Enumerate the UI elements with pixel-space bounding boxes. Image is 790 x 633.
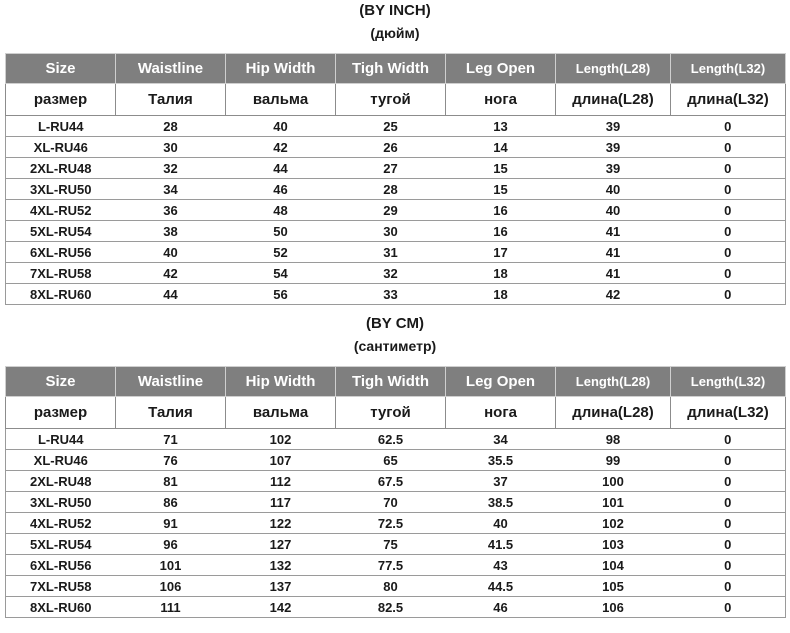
cell-size: 5XL-RU54 bbox=[6, 221, 116, 242]
cm-header-length-l32: Length(L32) bbox=[671, 367, 786, 397]
cell-length-l32: 0 bbox=[671, 221, 786, 242]
cell-size: 6XL-RU56 bbox=[6, 555, 116, 576]
cell-tigh-width: 29 bbox=[336, 200, 446, 221]
cm-header-waistline: Waistline bbox=[116, 367, 226, 397]
inch-ru-header-length-l32: длина(L32) bbox=[671, 84, 786, 116]
cell-length-l28: 39 bbox=[556, 158, 671, 179]
cm-section-title: (BY CM) bbox=[365, 315, 425, 332]
cell-length-l32: 0 bbox=[671, 284, 786, 305]
cell-size: 2XL-RU48 bbox=[6, 158, 116, 179]
cell-leg-open: 37 bbox=[446, 471, 556, 492]
inch-table-body bbox=[6, 84, 786, 305]
cell-tigh-width: 70 bbox=[336, 492, 446, 513]
table-row bbox=[6, 242, 786, 263]
cell-leg-open: 15 bbox=[446, 179, 556, 200]
cell-leg-open: 41.5 bbox=[446, 534, 556, 555]
cell-waistline: 76 bbox=[116, 450, 226, 471]
cell-hip-width: 117 bbox=[226, 492, 336, 513]
cell-size: L-RU44 bbox=[6, 429, 116, 450]
cell-length-l28: 103 bbox=[556, 534, 671, 555]
cell-hip-width: 56 bbox=[226, 284, 336, 305]
cell-size: 4XL-RU52 bbox=[6, 513, 116, 534]
table-row bbox=[6, 450, 786, 471]
cm-header-leg-open: Leg Open bbox=[446, 367, 556, 397]
cm-ru-header-size: размер bbox=[6, 397, 116, 429]
cell-leg-open: 34 bbox=[446, 429, 556, 450]
cell-hip-width: 40 bbox=[226, 116, 336, 137]
cm-section-subtitle: (сантиметр) bbox=[353, 338, 437, 354]
cell-leg-open: 16 bbox=[446, 200, 556, 221]
cell-hip-width: 127 bbox=[226, 534, 336, 555]
cell-size: 6XL-RU56 bbox=[6, 242, 116, 263]
inch-ru-header-size: размер bbox=[6, 84, 116, 116]
inch-section-title: (BY INCH) bbox=[359, 2, 431, 19]
inch-size-table bbox=[5, 53, 786, 305]
cell-tigh-width: 27 bbox=[336, 158, 446, 179]
cell-hip-width: 52 bbox=[226, 242, 336, 263]
cell-leg-open: 38.5 bbox=[446, 492, 556, 513]
cell-leg-open: 46 bbox=[446, 597, 556, 618]
inch-header-tigh-width: Tigh Width bbox=[336, 54, 446, 84]
cell-size: 5XL-RU54 bbox=[6, 534, 116, 555]
cell-size: 3XL-RU50 bbox=[6, 492, 116, 513]
inch-size-chart-section bbox=[5, 0, 785, 305]
inch-header-hip-width: Hip Width bbox=[226, 54, 336, 84]
cell-length-l28: 101 bbox=[556, 492, 671, 513]
cell-tigh-width: 30 bbox=[336, 221, 446, 242]
table-row bbox=[6, 429, 786, 450]
cell-tigh-width: 25 bbox=[336, 116, 446, 137]
cell-leg-open: 44.5 bbox=[446, 576, 556, 597]
cell-tigh-width: 72.5 bbox=[336, 513, 446, 534]
cell-length-l32: 0 bbox=[671, 137, 786, 158]
table-row bbox=[6, 200, 786, 221]
cell-waistline: 44 bbox=[116, 284, 226, 305]
cell-hip-width: 112 bbox=[226, 471, 336, 492]
cell-leg-open: 18 bbox=[446, 263, 556, 284]
cell-waistline: 96 bbox=[116, 534, 226, 555]
cell-tigh-width: 28 bbox=[336, 179, 446, 200]
cell-waistline: 36 bbox=[116, 200, 226, 221]
cell-waistline: 42 bbox=[116, 263, 226, 284]
inch-ru-header-leg-open: нога bbox=[446, 84, 556, 116]
cm-ru-header-leg-open: нога bbox=[446, 397, 556, 429]
cell-length-l32: 0 bbox=[671, 242, 786, 263]
cell-leg-open: 35.5 bbox=[446, 450, 556, 471]
cell-hip-width: 42 bbox=[226, 137, 336, 158]
cell-length-l32: 0 bbox=[671, 597, 786, 618]
cell-size: XL-RU46 bbox=[6, 450, 116, 471]
cell-hip-width: 50 bbox=[226, 221, 336, 242]
cell-hip-width: 48 bbox=[226, 200, 336, 221]
cell-waistline: 86 bbox=[116, 492, 226, 513]
cell-length-l28: 100 bbox=[556, 471, 671, 492]
inch-header-length-l32: Length(L32) bbox=[671, 54, 786, 84]
cell-tigh-width: 26 bbox=[336, 137, 446, 158]
table-row bbox=[6, 513, 786, 534]
inch-ru-header-length-l28: длина(L28) bbox=[556, 84, 671, 116]
cell-hip-width: 142 bbox=[226, 597, 336, 618]
table-row bbox=[6, 116, 786, 137]
cell-waistline: 28 bbox=[116, 116, 226, 137]
table-row bbox=[6, 137, 786, 158]
cell-length-l28: 39 bbox=[556, 137, 671, 158]
cell-length-l28: 41 bbox=[556, 263, 671, 284]
cm-header-tigh-width: Tigh Width bbox=[336, 367, 446, 397]
cell-leg-open: 15 bbox=[446, 158, 556, 179]
cm-header-size: Size bbox=[6, 367, 116, 397]
cell-length-l32: 0 bbox=[671, 200, 786, 221]
cell-size: 7XL-RU58 bbox=[6, 576, 116, 597]
cell-length-l32: 0 bbox=[671, 576, 786, 597]
table-row bbox=[6, 597, 786, 618]
cm-ru-header-tigh-width: тугой bbox=[336, 397, 446, 429]
cm-header-length-l28: Length(L28) bbox=[556, 367, 671, 397]
cell-length-l28: 42 bbox=[556, 284, 671, 305]
table-row bbox=[6, 534, 786, 555]
cell-length-l28: 102 bbox=[556, 513, 671, 534]
cell-length-l32: 0 bbox=[671, 263, 786, 284]
cell-leg-open: 17 bbox=[446, 242, 556, 263]
table-row bbox=[6, 158, 786, 179]
cell-length-l32: 0 bbox=[671, 471, 786, 492]
cell-waistline: 71 bbox=[116, 429, 226, 450]
cm-size-table bbox=[5, 366, 786, 618]
cell-waistline: 91 bbox=[116, 513, 226, 534]
cell-waistline: 34 bbox=[116, 179, 226, 200]
cell-tigh-width: 62.5 bbox=[336, 429, 446, 450]
cell-hip-width: 46 bbox=[226, 179, 336, 200]
cell-waistline: 106 bbox=[116, 576, 226, 597]
inch-russian-header-row bbox=[6, 84, 786, 116]
table-row bbox=[6, 576, 786, 597]
cell-waistline: 30 bbox=[116, 137, 226, 158]
inch-header-size: Size bbox=[6, 54, 116, 84]
cell-length-l32: 0 bbox=[671, 492, 786, 513]
cell-length-l32: 0 bbox=[671, 429, 786, 450]
inch-header-length-l28: Length(L28) bbox=[556, 54, 671, 84]
cm-ru-header-length-l28: длина(L28) bbox=[556, 397, 671, 429]
cell-size: XL-RU46 bbox=[6, 137, 116, 158]
cell-waistline: 32 bbox=[116, 158, 226, 179]
cm-header-hip-width: Hip Width bbox=[226, 367, 336, 397]
cell-leg-open: 43 bbox=[446, 555, 556, 576]
cm-russian-header-row bbox=[6, 397, 786, 429]
cell-length-l28: 104 bbox=[556, 555, 671, 576]
cell-tigh-width: 75 bbox=[336, 534, 446, 555]
cell-waistline: 101 bbox=[116, 555, 226, 576]
cell-hip-width: 107 bbox=[226, 450, 336, 471]
cell-leg-open: 40 bbox=[446, 513, 556, 534]
cell-tigh-width: 32 bbox=[336, 263, 446, 284]
cell-tigh-width: 67.5 bbox=[336, 471, 446, 492]
cell-size: 8XL-RU60 bbox=[6, 597, 116, 618]
cell-length-l28: 98 bbox=[556, 429, 671, 450]
cell-hip-width: 54 bbox=[226, 263, 336, 284]
cm-table-body bbox=[6, 397, 786, 618]
cell-waistline: 111 bbox=[116, 597, 226, 618]
cm-ru-header-waistline: Талия bbox=[116, 397, 226, 429]
cell-length-l28: 106 bbox=[556, 597, 671, 618]
cell-leg-open: 16 bbox=[446, 221, 556, 242]
table-row bbox=[6, 221, 786, 242]
cell-waistline: 81 bbox=[116, 471, 226, 492]
cell-hip-width: 132 bbox=[226, 555, 336, 576]
table-row bbox=[6, 179, 786, 200]
cell-length-l32: 0 bbox=[671, 513, 786, 534]
cell-tigh-width: 77.5 bbox=[336, 555, 446, 576]
cm-ru-header-hip-width: вальма bbox=[226, 397, 336, 429]
cell-length-l32: 0 bbox=[671, 116, 786, 137]
table-row bbox=[6, 471, 786, 492]
cell-size: 8XL-RU60 bbox=[6, 284, 116, 305]
inch-header-leg-open: Leg Open bbox=[446, 54, 556, 84]
inch-section-subtitle: (дюйм) bbox=[370, 25, 420, 41]
cell-length-l32: 0 bbox=[671, 179, 786, 200]
cell-length-l28: 99 bbox=[556, 450, 671, 471]
table-row bbox=[6, 555, 786, 576]
cell-length-l32: 0 bbox=[671, 158, 786, 179]
cell-tigh-width: 65 bbox=[336, 450, 446, 471]
cell-tigh-width: 80 bbox=[336, 576, 446, 597]
cell-leg-open: 18 bbox=[446, 284, 556, 305]
cell-length-l32: 0 bbox=[671, 534, 786, 555]
cell-hip-width: 122 bbox=[226, 513, 336, 534]
cm-size-chart-section bbox=[5, 313, 785, 618]
cell-length-l28: 40 bbox=[556, 179, 671, 200]
cell-waistline: 40 bbox=[116, 242, 226, 263]
inch-ru-header-waistline: Талия bbox=[116, 84, 226, 116]
cell-tigh-width: 33 bbox=[336, 284, 446, 305]
cell-tigh-width: 31 bbox=[336, 242, 446, 263]
inch-ru-header-tigh-width: тугой bbox=[336, 84, 446, 116]
cell-length-l28: 40 bbox=[556, 200, 671, 221]
table-row bbox=[6, 284, 786, 305]
cm-ru-header-length-l32: длина(L32) bbox=[671, 397, 786, 429]
cm-header-row bbox=[6, 367, 786, 397]
cell-length-l28: 41 bbox=[556, 242, 671, 263]
cell-length-l28: 105 bbox=[556, 576, 671, 597]
cell-leg-open: 14 bbox=[446, 137, 556, 158]
cell-size: 2XL-RU48 bbox=[6, 471, 116, 492]
cell-hip-width: 137 bbox=[226, 576, 336, 597]
inch-header-waistline: Waistline bbox=[116, 54, 226, 84]
cell-tigh-width: 82.5 bbox=[336, 597, 446, 618]
cell-length-l32: 0 bbox=[671, 450, 786, 471]
table-row bbox=[6, 492, 786, 513]
inch-ru-header-hip-width: вальма bbox=[226, 84, 336, 116]
table-row bbox=[6, 263, 786, 284]
cell-size: 7XL-RU58 bbox=[6, 263, 116, 284]
cell-length-l28: 39 bbox=[556, 116, 671, 137]
cell-size: 4XL-RU52 bbox=[6, 200, 116, 221]
cell-waistline: 38 bbox=[116, 221, 226, 242]
cell-length-l28: 41 bbox=[556, 221, 671, 242]
cell-size: 3XL-RU50 bbox=[6, 179, 116, 200]
cell-hip-width: 44 bbox=[226, 158, 336, 179]
cell-hip-width: 102 bbox=[226, 429, 336, 450]
cell-length-l32: 0 bbox=[671, 555, 786, 576]
cell-leg-open: 13 bbox=[446, 116, 556, 137]
inch-header-row bbox=[6, 54, 786, 84]
cell-size: L-RU44 bbox=[6, 116, 116, 137]
